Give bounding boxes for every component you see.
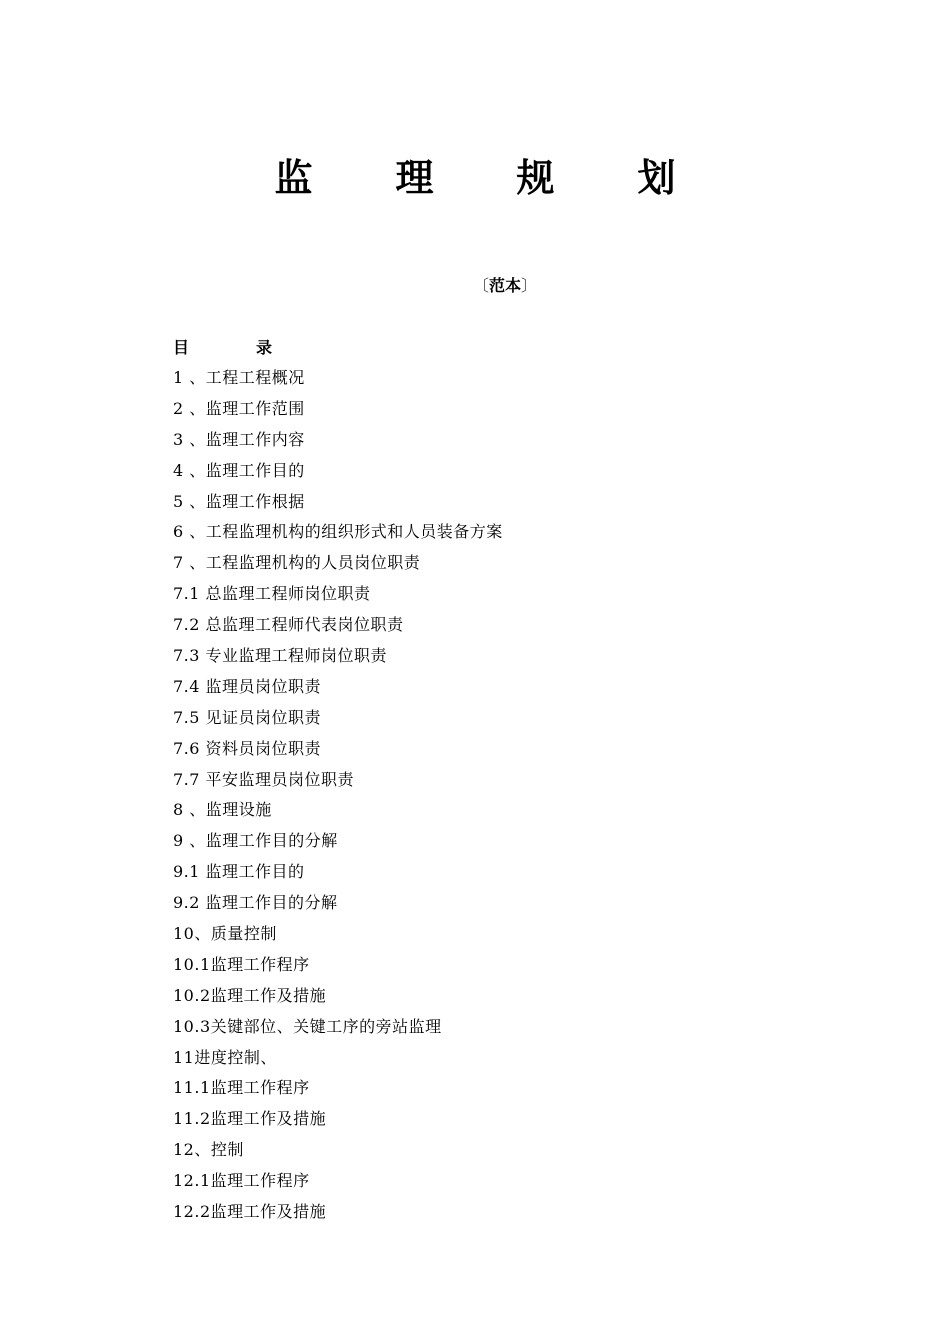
toc-item: 7.2 总监理工程师代表岗位职责: [173, 615, 404, 635]
toc-item: 11.2监理工作及措施: [173, 1109, 327, 1129]
title-char: 理: [395, 156, 434, 200]
table-of-contents: [173, 366, 503, 1231]
toc-item: 9 、监理工作目的分解: [173, 831, 338, 851]
toc-item: 7.4 监理员岗位职责: [173, 676, 322, 696]
toc-item: 9.1 监理工作目的: [173, 862, 305, 882]
toc-item: 5 、监理工作根据: [173, 491, 305, 511]
title-char: 规: [516, 156, 555, 200]
toc-heading-part-1: 目: [173, 338, 190, 357]
toc-item: 4 、监理工作目的: [173, 460, 305, 480]
toc-item: 12.2监理工作及措施: [173, 1202, 327, 1222]
title-char: 监: [274, 156, 313, 200]
toc-item: 10.3关键部位、关键工序的旁站监理: [173, 1016, 442, 1036]
subtitle-open-bracket: 〔: [473, 276, 490, 295]
toc-item: 10、质量控制: [173, 924, 277, 944]
toc-item: 6 、工程监理机构的组织形式和人员装备方案: [173, 522, 503, 542]
toc-item: 7.7 平安监理员岗位职责: [173, 769, 355, 789]
toc-item: 3 、监理工作内容: [173, 429, 305, 449]
toc-item: 12.1监理工作程序: [173, 1171, 310, 1191]
toc-heading: [173, 336, 272, 360]
toc-item: 7 、工程监理机构的人员岗位职责: [173, 553, 421, 573]
document-subtitle: [473, 274, 537, 298]
document-title: [0, 150, 950, 206]
toc-item: 7.6 资料员岗位职责: [173, 738, 322, 758]
toc-item: 1 、工程工程概况: [173, 368, 305, 387]
subtitle-close-bracket: 〕: [521, 276, 538, 295]
toc-heading-part-2: 录: [256, 338, 273, 357]
subtitle-text: 范本: [489, 276, 522, 295]
toc-item: 7.3 专业监理工程师岗位职责: [173, 646, 388, 666]
title-char: 划: [637, 156, 676, 200]
toc-item: 8 、监理设施: [173, 800, 272, 820]
toc-item: 2 、监理工作范围: [173, 398, 305, 418]
toc-item: 7.5 见证员岗位职责: [173, 707, 322, 727]
toc-item: 9.2 监理工作目的分解: [173, 893, 338, 913]
toc-item: 7.1 总监理工程师岗位职责: [173, 584, 371, 604]
toc-item: 11.1监理工作程序: [173, 1078, 310, 1098]
toc-item: 11进度控制、: [173, 1047, 277, 1067]
toc-item: 12、控制: [173, 1140, 244, 1160]
toc-item: 10.1监理工作程序: [173, 954, 310, 974]
toc-item: 10.2监理工作及措施: [173, 985, 327, 1005]
